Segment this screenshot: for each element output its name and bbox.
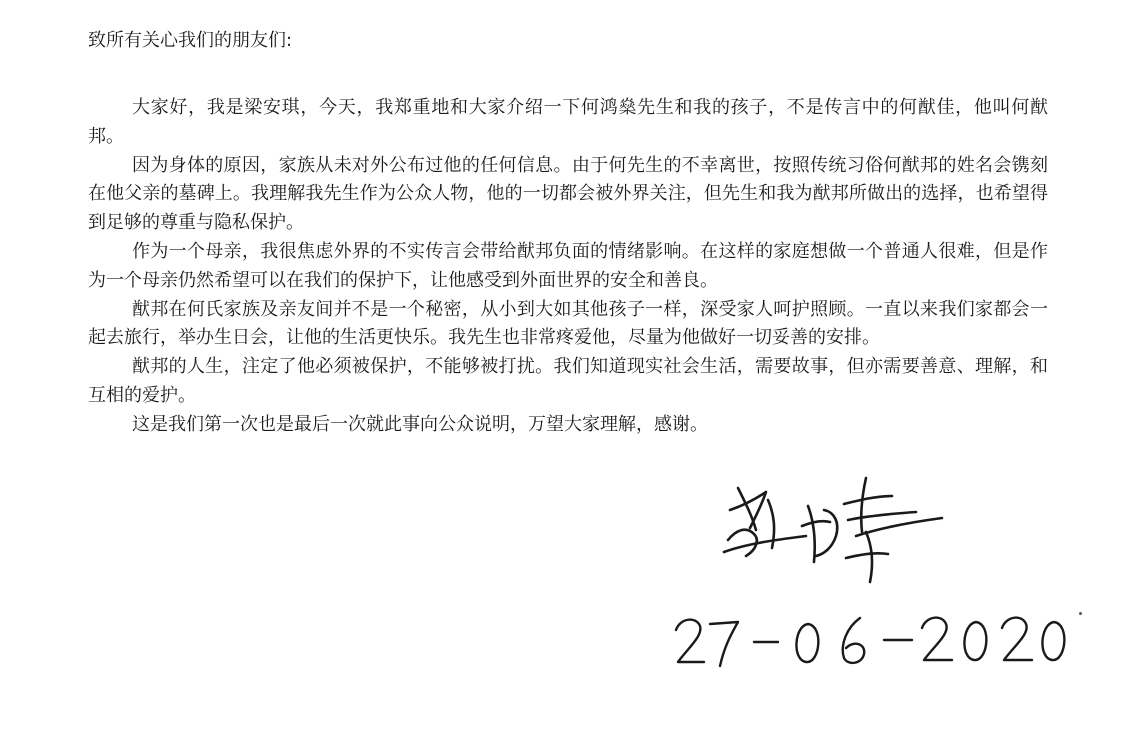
handwritten-signature [716, 470, 956, 590]
paragraph-1: 大家好，我是梁安琪，今天，我郑重地和大家介绍一下何鸿燊先生和我的孩子，不是传言中的何猷佳，他叫何猷邦。 [88, 97, 1048, 147]
salutation: 致所有关心我们的朋友们: [88, 30, 293, 51]
paragraph-6: 这是我们第一次也是最后一次就此事向公众说明，万望大家理解，感谢。 [132, 413, 708, 435]
paragraph-4: 猷邦在何氏家族及亲友间并不是一个秘密，从小到大如其他孩子一样，深受家人呵护照顾。一直以来我们家都会一起去旅行，举办生日会，让他的生活更快乐。我先生也非常疼爱他，尽量为他做好一切妥善的安排。 [88, 298, 1048, 349]
letter-body [88, 94, 1048, 440]
paragraph-5: 猷邦的人生，注定了他必须被保护，不能够被打扰。我们知道现实社会生活，需要故事，但亦需要善意、理解，和互相的爱护。 [88, 356, 1048, 406]
paragraph-2: 因为身体的原因，家族从未对外公布过他的任何信息。由于何先生的不幸离世，按照传统习俗何猷邦的姓名会镌刻在他父亲的墓碑上。我理解我先生作为公众人物，他的一切都会被外界关注，但先生和我为猷邦所做出的选择，也希望得到足够的尊重与隐私保护。 [88, 154, 1048, 234]
ink-speck [1079, 612, 1082, 615]
handwritten-date [670, 604, 1070, 674]
paragraph-3: 作为一个母亲，我很焦虑外界的不实传言会带给猷邦负面的情绪影响。在这样的家庭想做一个普通人很难，但是作为一个母亲仍然希望可以在我们的保护下，让他感受到外面世界的安全和善良。 [88, 240, 1048, 291]
